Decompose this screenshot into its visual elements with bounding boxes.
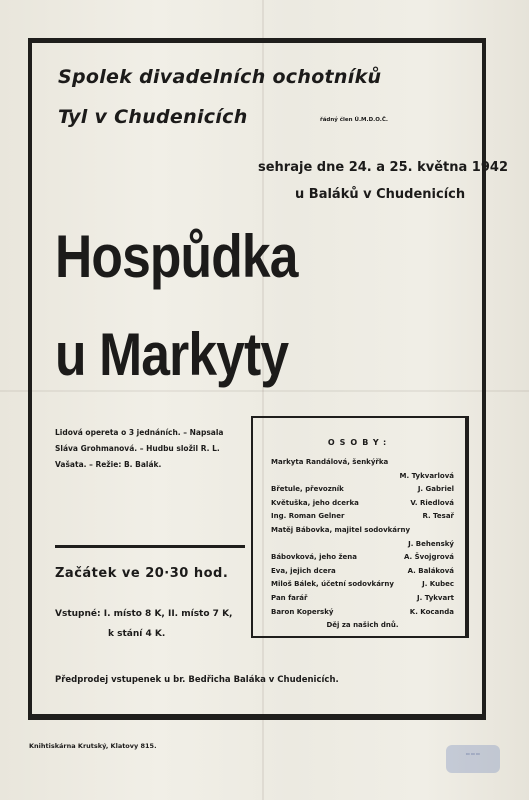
performance-venue: u Baláků v Chudenicích <box>295 187 466 202</box>
cast-role: Eva, jejich dcera <box>271 566 336 575</box>
section-divider <box>55 545 245 548</box>
organizer-location: Tyl v Chudenicích <box>58 106 248 128</box>
cast-role: Břetule, převozník <box>271 485 344 494</box>
cast-row <box>271 592 454 606</box>
cast-role: Miloš Bálek, účetní sodovkárny <box>271 580 394 589</box>
cast-actor: J. Behenský <box>408 539 454 548</box>
cast-actor: J. Kubec <box>422 580 454 589</box>
cast-row <box>271 578 454 592</box>
cast-actor: A. Švojgrová <box>403 553 454 562</box>
cast-actor: R. Tesař <box>422 512 454 521</box>
cast-row <box>271 551 454 565</box>
presale-note: Předprodej vstupenek u br. Bedřicha Baláka v Chudenicích. <box>55 675 339 685</box>
cast-role: Pan farář <box>271 593 308 602</box>
cast-actor: M. Tykvarlová <box>399 471 454 480</box>
cast-row <box>271 510 454 524</box>
cast-actor: A. Baláková <box>407 566 454 575</box>
printer-credit: Knihtiskárna Krutský, Klatovy 815. <box>29 742 157 750</box>
cast-row <box>271 483 454 497</box>
cast-box-shadow <box>465 416 469 638</box>
cast-actor: J. Tykvart <box>417 593 454 602</box>
play-title-line2: u Markyty <box>55 321 289 388</box>
description-line: Lidová opereta o 3 jednáních. – Napsala <box>55 428 224 437</box>
cast-role: Bábovková, jeho žena <box>271 553 358 562</box>
admission-prices: Vstupné: I. místo 8 K, II. místo 7 K, <box>55 609 233 619</box>
admission-standing: k stání 4 K. <box>108 629 166 639</box>
cast-row <box>271 524 454 538</box>
play-title-line1: Hospůdka <box>55 223 298 290</box>
description-line: Vašata. – Režie: B. Balák. <box>55 460 162 469</box>
cast-footer: Děj za našich dnů. <box>326 621 399 630</box>
cast-actor: K. Kocanda <box>409 607 454 616</box>
cast-row <box>271 538 454 552</box>
play-description <box>55 425 223 473</box>
cast-row <box>271 470 454 484</box>
cast-row <box>271 456 454 470</box>
cast-role: Květuška, jeho dcerka <box>271 498 359 507</box>
cast-row <box>271 497 454 511</box>
cast-role: Baron Koperský <box>271 607 334 616</box>
organizer-name: Spolek divadelních ochotníků <box>58 66 382 88</box>
stamp-marks: ▭ ▭ ▭ <box>466 751 480 756</box>
cast-row <box>271 606 454 620</box>
performance-date: sehraje dne 24. a 25. května 1942 <box>258 160 508 175</box>
cast-heading: OSOBY: <box>327 438 392 447</box>
cast-actor: J. Gabriel <box>417 485 454 494</box>
cast-actor: V. Riedlová <box>410 498 454 507</box>
cast-role: Matěj Bábovka, majitel sodovkárny <box>271 525 411 534</box>
cast-row <box>271 565 454 579</box>
start-time: Začátek ve 20·30 hod. <box>55 566 229 581</box>
cast-list <box>271 456 454 633</box>
membership-note: řádný člen Ú.M.D.O.Č. <box>320 117 389 123</box>
archive-stamp <box>446 745 500 773</box>
cast-role: Markyta Randálová, šenkýřka <box>271 458 389 466</box>
cast-role: Ing. Roman Gelner <box>271 512 345 521</box>
description-line: Sláva Grohmanová. – Hudbu složil R. L. <box>55 444 220 453</box>
